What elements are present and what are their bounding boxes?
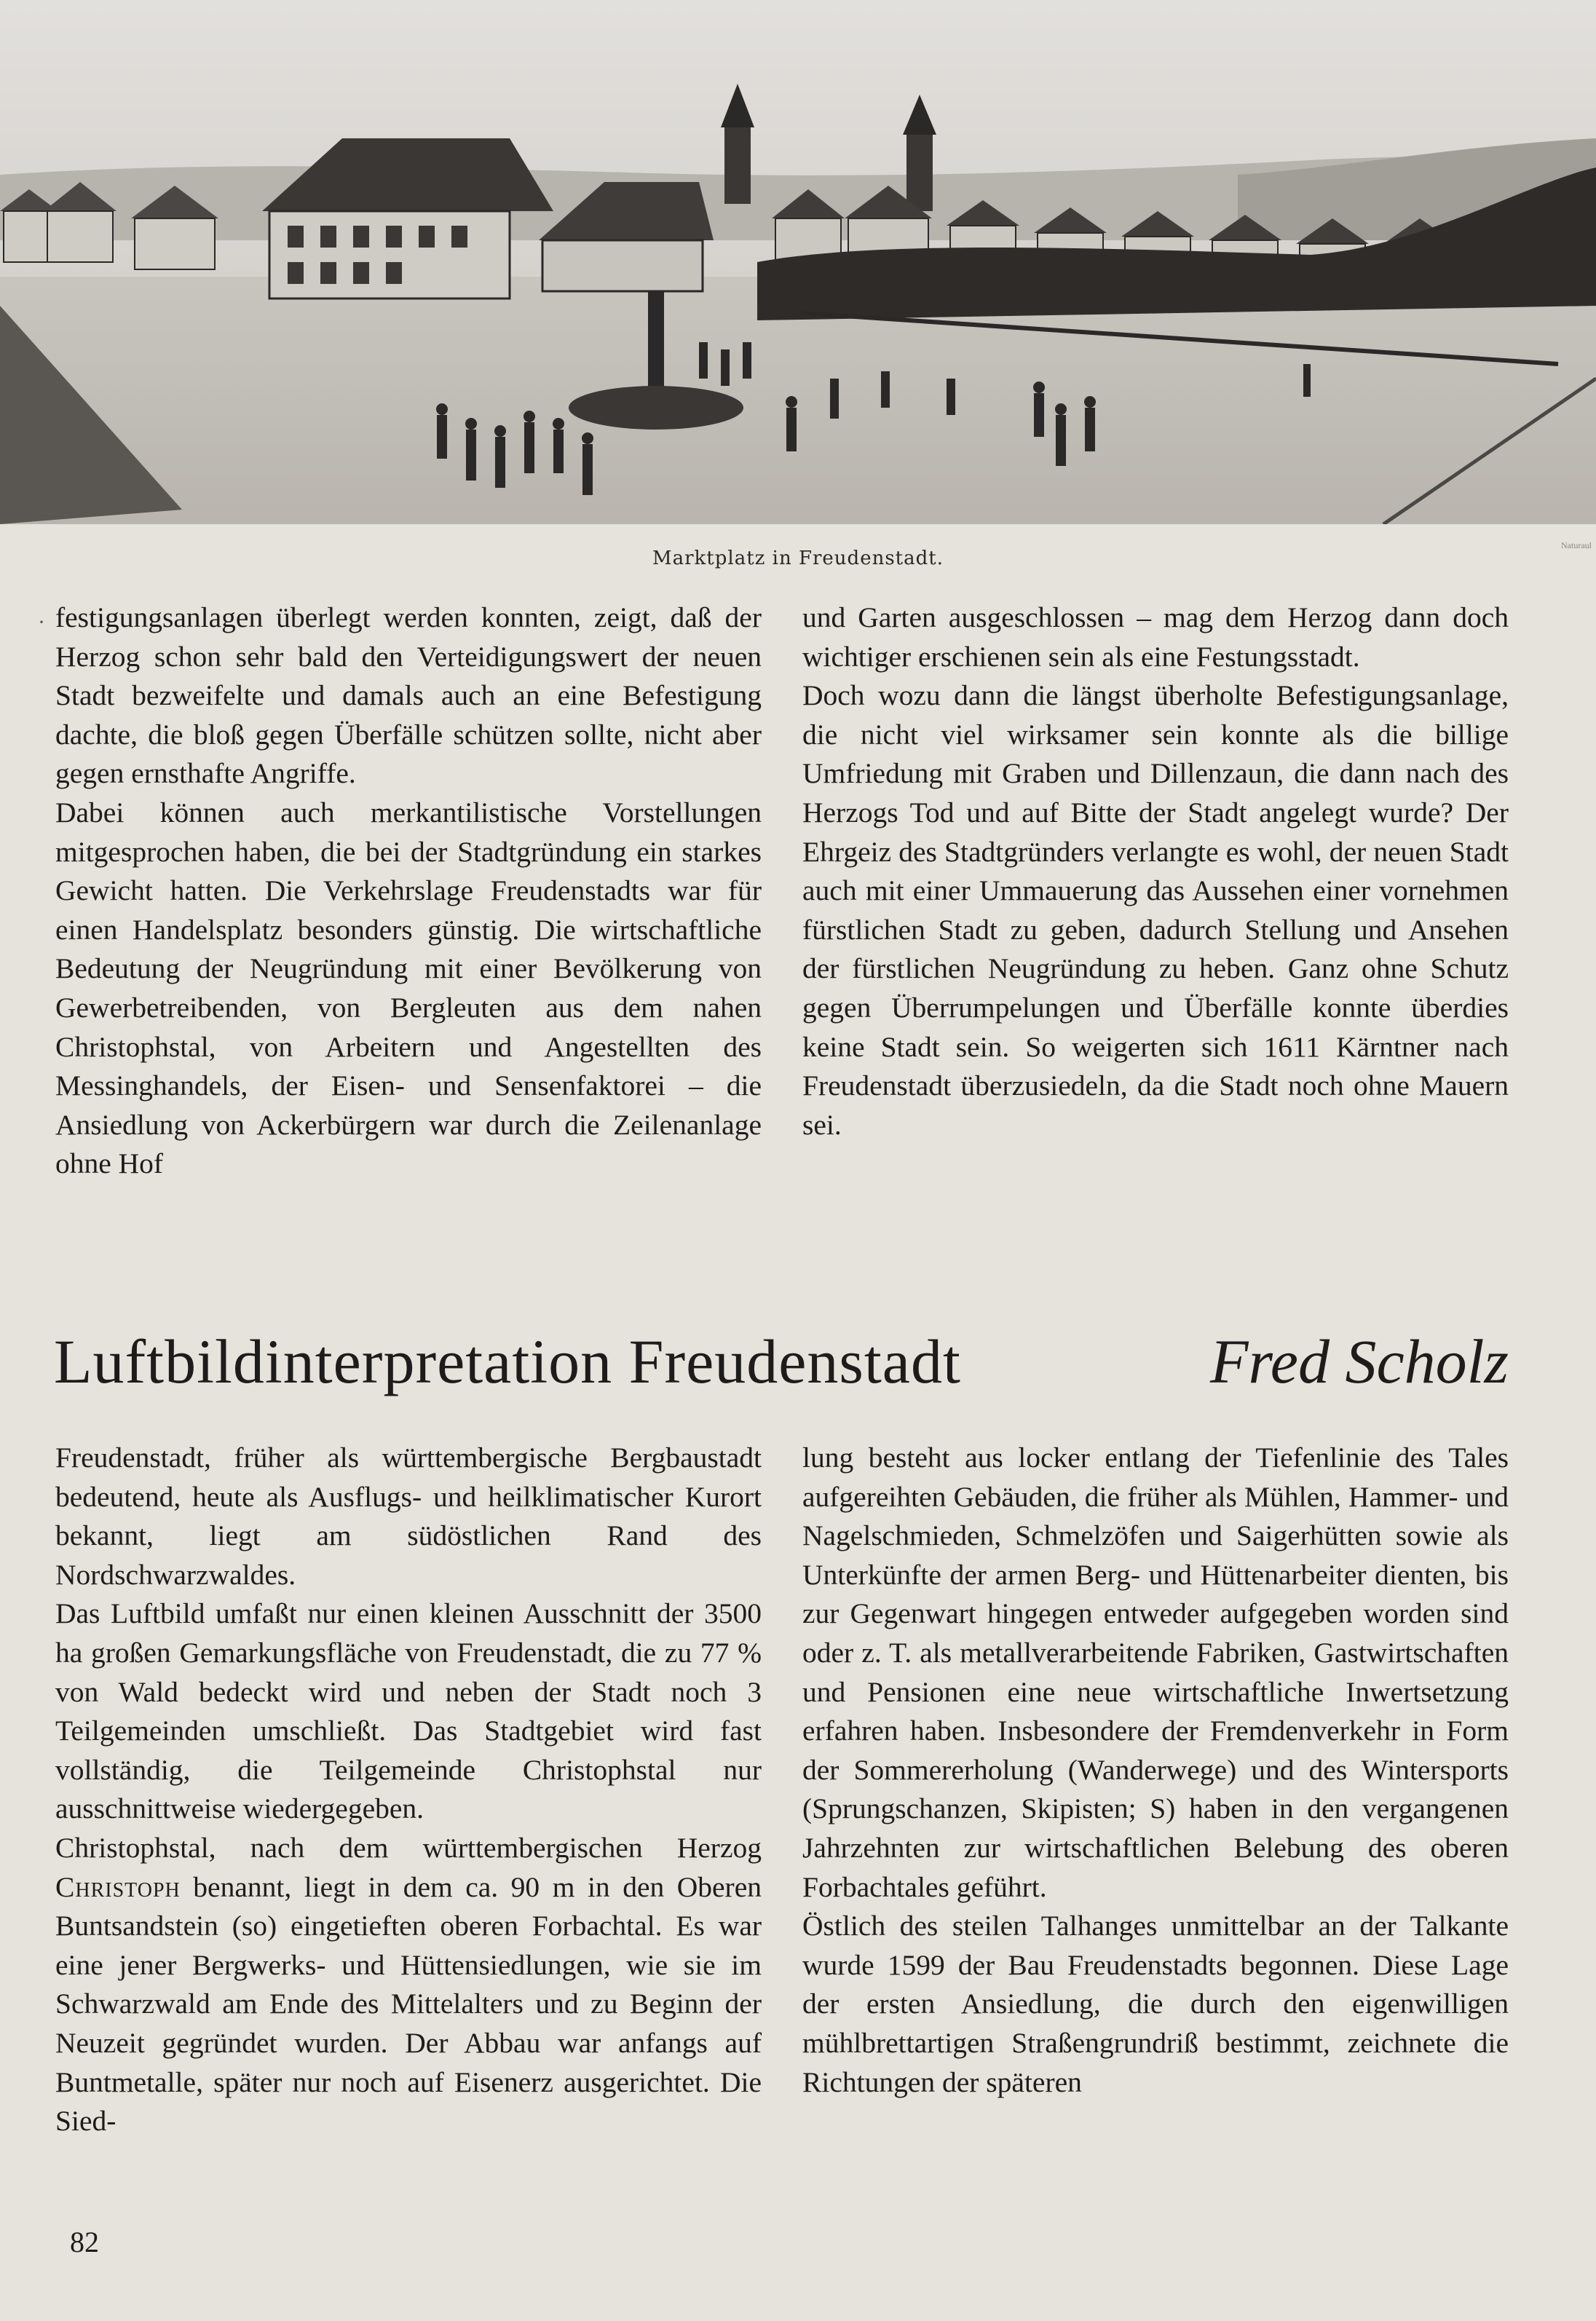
text-run: benannt, liegt in dem ca. 90 m in den Oberen Buntsandstein (so) eingetieften oberen Forbachtal. Es war eine jener Bergwerks- und Hüttensiedlungen, wie sie im Schwarzwald am Ende des Mittelalters und zu Beginn der Neuzeit gegründet wurden. Der Abbau war anfangs auf Buntmetalle, später nur noch auf Eisenerz ausgerichtet. Die Sied- bbox=[55, 1870, 762, 2138]
article-title: Luftbildinterpretation Freudenstadt bbox=[54, 1326, 961, 1396]
paragraph: festigungsanlagen überlegt werden konnten, zeigt, daß der Herzog schon sehr bald den Verteidigungswert der neuen Stadt bezweifelte und damals auch an eine Befestigung dachte, die bloß gegen Überfälle schützen sollte, nicht aber gegen ernsthafte Angriffe. bbox=[55, 601, 762, 790]
paragraph: Das Luftbild umfaßt nur einen kleinen Ausschnitt der 3500 ha großen Gemarkungsfläche von Freudenstadt, die zu 77 % von Wald bedeckt wird und neben der Stadt noch 3 Teilgemeinden umschließt. Das Stadtgebiet wird fast vollständig, die Teilgemeinde Christophstal nur ausschnittweise wiedergegeben. bbox=[55, 1597, 762, 1825]
paragraph: Freudenstadt, früher als württembergische Bergbaustadt bedeutend, heute als Ausflugs- und heilklimatischer Kurort bekannt, liegt am südöstlichen Rand des Nordschwarzwaldes. bbox=[55, 1442, 762, 1591]
continued-right-column bbox=[802, 598, 1509, 1144]
page-number: 82 bbox=[70, 2226, 99, 2258]
continued-left-column bbox=[55, 598, 762, 1184]
paragraph: Dabei können auch merkantilistische Vorstellungen mitgesprochen haben, die bei der Stadtgründung ein starkes Gewicht hatten. Die Verkehrslage Freudenstadts war für einen Handelsplatz besonders günstig. Die wirtschaftliche Bedeutung der Neugründung mit einer Bevölkerung von Gewerbetreibenden, von Bergleuten aus dem nahen Christophstal, von Arbeitern und Angestellten des Messinghandels, der Eisen- und Sensenfaktorei – die Ansiedlung von Ackerbürgern war durch die Zeilenanlage ohne Hof bbox=[55, 796, 762, 1180]
article-left-column bbox=[55, 1439, 762, 2141]
figure-caption: Marktplatz in Freudenstadt. bbox=[652, 547, 944, 569]
paragraph: lung besteht aus locker entlang der Tiefenlinie des Tales aufgereihten Gebäuden, die früher als Mühlen, Hammer- und Nagelschmieden, Schmelzöfen und Saigerhütten sowie als Unterkünfte der armen Berg- und Hüttenarbeiter dienten, bis zur Gegenwart hingegen entweder aufgegeben worden sind oder z. T. als metallverarbeitende Fabriken, Gastwirtschaften und Pensionen eine neue wirtschaftliche Inwertsetzung erfahren haben. Insbesondere der Fremdenverkehr in Form der Sommererholung (Wanderwege) und des Wintersports (Sprungschanzen, Skipisten; S) haben in den vergangenen Jahrzehnten zur wirtschaftlichen Belebung des oberen Forbachtales geführt. bbox=[802, 1442, 1509, 1903]
paragraph: Östlich des steilen Talhanges unmittelbar an der Talkante wurde 1599 der Bau Freudenstadts begonnen. Diese Lage der ersten Ansiedlung, die durch den eigenwilligen mühlbrettartigen Straßengrundriß bestimmt, zeichnete die Richtungen der späteren bbox=[802, 1910, 1509, 2098]
text-run: Christophstal, nach dem württembergischen Herzog bbox=[55, 1831, 762, 1864]
engraving-marktplatz bbox=[0, 0, 1596, 524]
paragraph: Doch wozu dann die längst überholte Befestigungsanlage, die nicht viel wirksamer sein konnte als die billige Umfriedung mit Graben und Dillenzaun, die dann nach des Herzogs Tod und auf Bitte der Stadt angelegt wurde? Der Ehrgeiz des Stadtgründers verlangte es wohl, der neuen Stadt auch mit einer Ummauerung das Aussehen einer vornehmen fürstlichen Stadt zu geben, dadurch Stellung und Ansehen der fürstlichen Neugründung zu heben. Ganz ohne Schutz gegen Überrumpelungen und Überfälle konnte überdies keine Stadt sein. So weigerten sich 1611 Kärntner nach Freudenstadt überzusiedeln, da die Stadt noch ohne Mauern sei. bbox=[802, 679, 1509, 1141]
margin-mark: · bbox=[38, 610, 45, 634]
name-small-caps: Christoph bbox=[55, 1870, 181, 1903]
paragraph bbox=[55, 1829, 762, 2141]
paragraph: und Garten ausgeschlossen – mag dem Herzog dann doch wichtiger erschienen sein als eine Festungsstadt. bbox=[802, 601, 1509, 673]
article-author: Fred Scholz bbox=[1209, 1326, 1509, 1396]
printer-imprint: Naturaul bbox=[1561, 540, 1592, 550]
article-right-column bbox=[802, 1439, 1509, 2102]
